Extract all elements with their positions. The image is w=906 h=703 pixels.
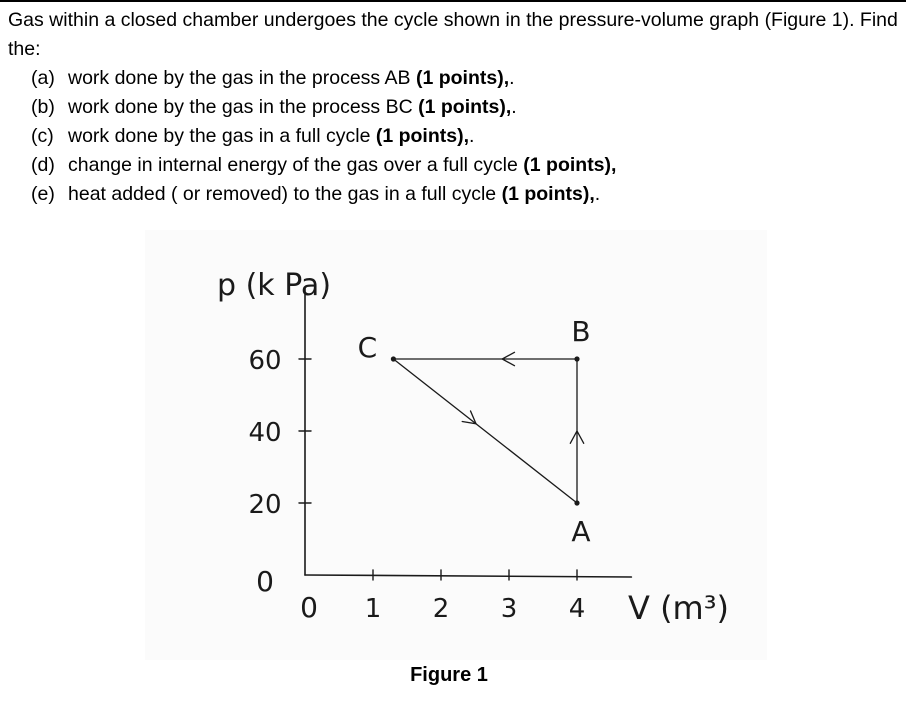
- part-end: .: [594, 183, 601, 205]
- question-part: [31, 122, 898, 151]
- x-tick-label: 2: [432, 594, 450, 624]
- part-end: .: [469, 125, 475, 147]
- question-part: [31, 64, 898, 93]
- x-tick-label: 4: [568, 594, 586, 624]
- state-label-a: A: [571, 515, 591, 548]
- part-label: (d): [31, 154, 55, 176]
- state-point-b: [574, 356, 579, 361]
- y-tick-label: 40: [248, 418, 282, 448]
- part-end: .: [511, 96, 517, 118]
- y-tick-label: 60: [248, 346, 282, 376]
- x-axis-title: V (m³): [628, 589, 730, 627]
- question-text: [8, 6, 898, 209]
- part-label: (e): [31, 183, 55, 205]
- question-parts: [8, 64, 898, 209]
- part-text: work done by the gas in a full cycle: [68, 125, 376, 147]
- process-ca-line: [393, 359, 577, 503]
- state-point-a: [574, 500, 579, 505]
- x-tick-label: 3: [500, 594, 518, 624]
- state-point-c: [391, 356, 396, 361]
- y-tick-label: 20: [248, 490, 282, 520]
- pv-figure: [145, 230, 767, 660]
- figure-caption: Figure 1: [410, 664, 488, 686]
- question-part: [31, 93, 898, 122]
- part-text: change in internal energy of the gas over a full cycle: [68, 154, 524, 176]
- x-tick-label: 1: [364, 594, 382, 624]
- question-intro: Gas within a closed chamber undergoes the cycle shown in the pressure-volume graph (Figure 1). Find the:: [8, 9, 898, 60]
- part-text: work done by the gas in the process AB: [68, 67, 416, 89]
- part-end: .: [509, 67, 515, 89]
- question-part: [31, 180, 898, 209]
- part-label: (c): [31, 125, 54, 147]
- part-label: (b): [31, 96, 55, 118]
- part-points: (1 points),: [501, 183, 595, 205]
- x-tick-label: 0: [300, 591, 318, 624]
- state-label-c: C: [357, 331, 378, 364]
- part-label: (a): [31, 67, 55, 89]
- part-points: (1 points),: [375, 125, 470, 147]
- question-part: [31, 151, 898, 180]
- top-rule: [0, 0, 906, 2]
- pv-graph: [145, 230, 767, 660]
- y-tick-label: 0: [256, 565, 274, 598]
- y-axis-title: p (k Pa): [217, 268, 332, 303]
- x-axis: [305, 575, 631, 577]
- part-points: (1 points),: [415, 67, 510, 89]
- part-text: heat added ( or removed) to the gas in a full cycle: [68, 183, 502, 205]
- part-points: (1 points),: [418, 96, 512, 118]
- part-text: work done by the gas in the process BC: [68, 96, 419, 118]
- state-label-b: B: [571, 315, 591, 348]
- part-points: (1 points),: [523, 154, 617, 176]
